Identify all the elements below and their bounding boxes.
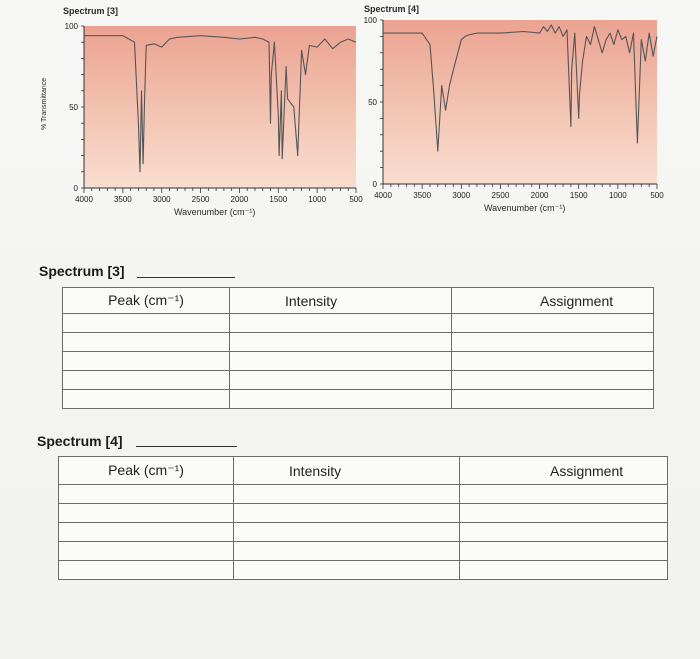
table-row bbox=[59, 523, 668, 542]
intensity-cell[interactable] bbox=[230, 333, 452, 352]
spectrum-3-ylabel: % Transmittance bbox=[41, 77, 48, 130]
spectrum-4-y-tick-label: 100 bbox=[363, 16, 377, 25]
spectrum-3-x-tick-label: 2000 bbox=[230, 195, 249, 204]
table-header-row bbox=[63, 288, 654, 314]
table-row bbox=[59, 542, 668, 561]
table-row bbox=[63, 390, 654, 409]
assignment-header: Assignment bbox=[452, 288, 654, 314]
table-row bbox=[63, 333, 654, 352]
spectrum-3-y-tick-label: 0 bbox=[73, 184, 78, 193]
spectrum-3-x-tick-label: 2500 bbox=[191, 195, 210, 204]
intensity-cell[interactable] bbox=[230, 352, 452, 371]
spectrum-4-y-tick-label: 0 bbox=[372, 180, 377, 189]
spectrum-3-plot bbox=[0, 0, 363, 225]
spectrum-3-chart bbox=[0, 0, 363, 225]
table-row bbox=[63, 352, 654, 371]
peak-cell[interactable] bbox=[59, 504, 234, 523]
spectrum-3-x-tick-label: 500 bbox=[349, 195, 363, 204]
spectrum-3-section-title: Spectrum [3] bbox=[39, 263, 125, 279]
spectrum-4-x-tick-label: 2500 bbox=[491, 191, 510, 200]
assignment-cell[interactable] bbox=[460, 542, 668, 561]
peak-cell[interactable] bbox=[59, 523, 234, 542]
assignment-cell[interactable] bbox=[460, 523, 668, 542]
peak-cell[interactable] bbox=[63, 314, 230, 333]
spectrum-3-y-tick-label: 100 bbox=[64, 22, 78, 31]
intensity-cell[interactable] bbox=[234, 561, 460, 580]
spectrum-3-x-tick-label: 3000 bbox=[152, 195, 171, 204]
assignment-cell[interactable] bbox=[452, 390, 654, 409]
spectrum-4-x-tick-label: 1500 bbox=[569, 191, 588, 200]
peak-cell[interactable] bbox=[63, 371, 230, 390]
intensity-cell[interactable] bbox=[234, 485, 460, 504]
spectrum-4-x-tick-label: 1000 bbox=[608, 191, 627, 200]
table-header-row bbox=[59, 457, 668, 485]
peak-cell[interactable] bbox=[59, 485, 234, 504]
spectrum-4-section-title: Spectrum [4] bbox=[37, 433, 123, 449]
peak-cell[interactable] bbox=[59, 561, 234, 580]
intensity-header: Intensity bbox=[234, 457, 460, 485]
table-row bbox=[63, 371, 654, 390]
table-row bbox=[59, 485, 668, 504]
table-row bbox=[63, 314, 654, 333]
spectrum-3-answer-line[interactable] bbox=[137, 277, 235, 278]
spectrum-3-table bbox=[62, 287, 654, 409]
intensity-cell[interactable] bbox=[230, 390, 452, 409]
assignment-cell[interactable] bbox=[452, 352, 654, 371]
spectrum-3-y-tick-label: 50 bbox=[69, 103, 78, 112]
intensity-cell[interactable] bbox=[234, 504, 460, 523]
assignment-cell[interactable] bbox=[452, 371, 654, 390]
assignment-cell[interactable] bbox=[452, 333, 654, 352]
spectrum-4-plot bbox=[340, 0, 700, 225]
peak-cell[interactable] bbox=[63, 333, 230, 352]
spectrum-4-answer-line[interactable] bbox=[136, 446, 237, 447]
spectrum-4-xlabel: Wavenumber (cm⁻¹) bbox=[484, 203, 566, 213]
table-row bbox=[59, 561, 668, 580]
spectrum-3-chart-title: Spectrum [3] bbox=[63, 6, 119, 16]
spectrum-4-chart bbox=[340, 0, 700, 225]
assignment-cell[interactable] bbox=[452, 314, 654, 333]
spectrum-4-x-tick-label: 2000 bbox=[530, 191, 549, 200]
spectrum-3-x-tick-label: 1000 bbox=[308, 195, 327, 204]
spectrum-4-x-tick-label: 4000 bbox=[374, 191, 392, 200]
table-row bbox=[59, 504, 668, 523]
spectrum-4-plot-area bbox=[383, 20, 657, 184]
assignment-cell[interactable] bbox=[460, 561, 668, 580]
peak-header: Peak (cm⁻¹) bbox=[59, 457, 234, 485]
peak-cell[interactable] bbox=[59, 542, 234, 561]
spectrum-3-x-tick-label: 3500 bbox=[113, 195, 132, 204]
intensity-cell[interactable] bbox=[230, 371, 452, 390]
intensity-header: Intensity bbox=[230, 288, 452, 314]
spectrum-4-x-tick-label: 500 bbox=[650, 191, 664, 200]
assignment-header: Assignment bbox=[460, 457, 668, 485]
spectrum-4-chart-title: Spectrum [4] bbox=[364, 4, 420, 14]
spectrum-3-plot-area bbox=[84, 26, 356, 188]
intensity-cell[interactable] bbox=[234, 542, 460, 561]
peak-cell[interactable] bbox=[63, 390, 230, 409]
spectrum-3-x-tick-label: 4000 bbox=[75, 195, 93, 204]
spectrum-3-x-tick-label: 1500 bbox=[269, 195, 288, 204]
intensity-cell[interactable] bbox=[230, 314, 452, 333]
spectrum-3-xlabel: Wavenumber (cm⁻¹) bbox=[174, 207, 256, 217]
peak-cell[interactable] bbox=[63, 352, 230, 371]
peak-header: Peak (cm⁻¹) bbox=[63, 288, 230, 314]
spectrum-4-table bbox=[58, 456, 668, 580]
spectrum-4-x-tick-label: 3000 bbox=[452, 191, 471, 200]
spectrum-4-x-tick-label: 3500 bbox=[413, 191, 432, 200]
assignment-cell[interactable] bbox=[460, 485, 668, 504]
intensity-cell[interactable] bbox=[234, 523, 460, 542]
spectrum-4-y-tick-label: 50 bbox=[368, 98, 377, 107]
assignment-cell[interactable] bbox=[460, 504, 668, 523]
